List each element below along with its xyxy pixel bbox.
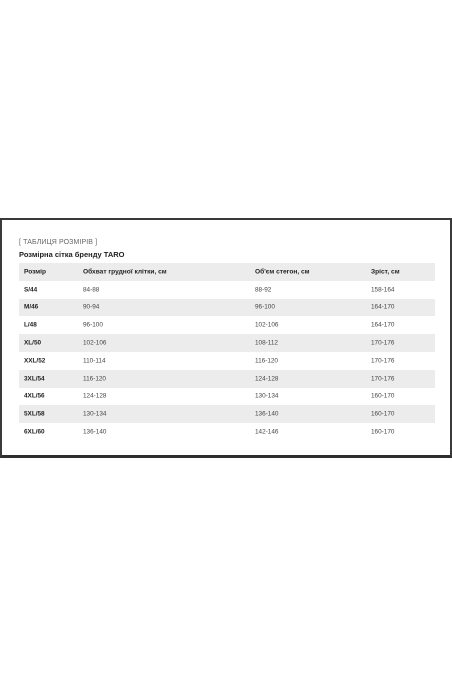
- chest-cell: 102-106: [83, 339, 107, 347]
- hips-cell: 142-146: [255, 428, 279, 436]
- size-cell: 4XL/56: [24, 392, 45, 400]
- table-row: [19, 423, 435, 441]
- hips-cell: 96-100: [255, 303, 275, 311]
- height-cell: 170-176: [371, 357, 395, 365]
- table-header-row: [19, 263, 435, 281]
- hips-cell: 130-134: [255, 392, 279, 400]
- table-row: [19, 388, 435, 406]
- height-cell: 164-170: [371, 303, 395, 311]
- column-header-chest: Обхват грудної клітки, см: [83, 268, 167, 276]
- column-header-size: Розмір: [24, 268, 47, 276]
- chest-cell: 96-100: [83, 321, 103, 329]
- size-chart-title: Розмірна сітка бренду TARO: [19, 250, 125, 259]
- size-cell: 6XL/60: [24, 428, 45, 436]
- size-cell: 5XL/58: [24, 410, 45, 418]
- column-header-hips: Об'єм стегон, см: [255, 268, 310, 276]
- size-table: [19, 263, 435, 441]
- height-cell: 164-170: [371, 321, 395, 329]
- height-cell: 160-170: [371, 428, 395, 436]
- size-cell: 3XL/54: [24, 375, 45, 383]
- size-chart-card: [0, 218, 452, 458]
- chest-cell: 90-94: [83, 303, 100, 311]
- chest-cell: 84-88: [83, 286, 100, 294]
- size-cell: L/48: [24, 321, 37, 329]
- column-header-height: Зріст, см: [371, 268, 400, 276]
- height-cell: 170-176: [371, 339, 395, 347]
- hips-cell: 136-140: [255, 410, 279, 418]
- table-row: [19, 334, 435, 352]
- hips-cell: 116-120: [255, 357, 278, 365]
- table-row: [19, 405, 435, 423]
- table-row: [19, 299, 435, 317]
- size-cell: XL/50: [24, 339, 42, 347]
- height-cell: 160-170: [371, 392, 395, 400]
- section-kicker: [ ТАБЛИЦЯ РОЗМІРІВ ]: [19, 239, 98, 246]
- chest-cell: 116-120: [83, 375, 106, 383]
- chest-cell: 130-134: [83, 410, 107, 418]
- table-row: [19, 281, 435, 299]
- chest-cell: 136-140: [83, 428, 107, 436]
- table-row: [19, 352, 435, 370]
- height-cell: 158-164: [371, 286, 395, 294]
- hips-cell: 124-128: [255, 375, 279, 383]
- size-cell: S/44: [24, 286, 38, 294]
- hips-cell: 108-112: [255, 339, 278, 347]
- height-cell: 170-176: [371, 375, 395, 383]
- size-cell: XXL/52: [24, 357, 46, 365]
- table-row: [19, 316, 435, 334]
- chest-cell: 124-128: [83, 392, 107, 400]
- table-row: [19, 370, 435, 388]
- height-cell: 160-170: [371, 410, 395, 418]
- chest-cell: 110-114: [83, 357, 106, 365]
- hips-cell: 88-92: [255, 286, 272, 294]
- hips-cell: 102-106: [255, 321, 279, 329]
- size-cell: M/46: [24, 303, 39, 311]
